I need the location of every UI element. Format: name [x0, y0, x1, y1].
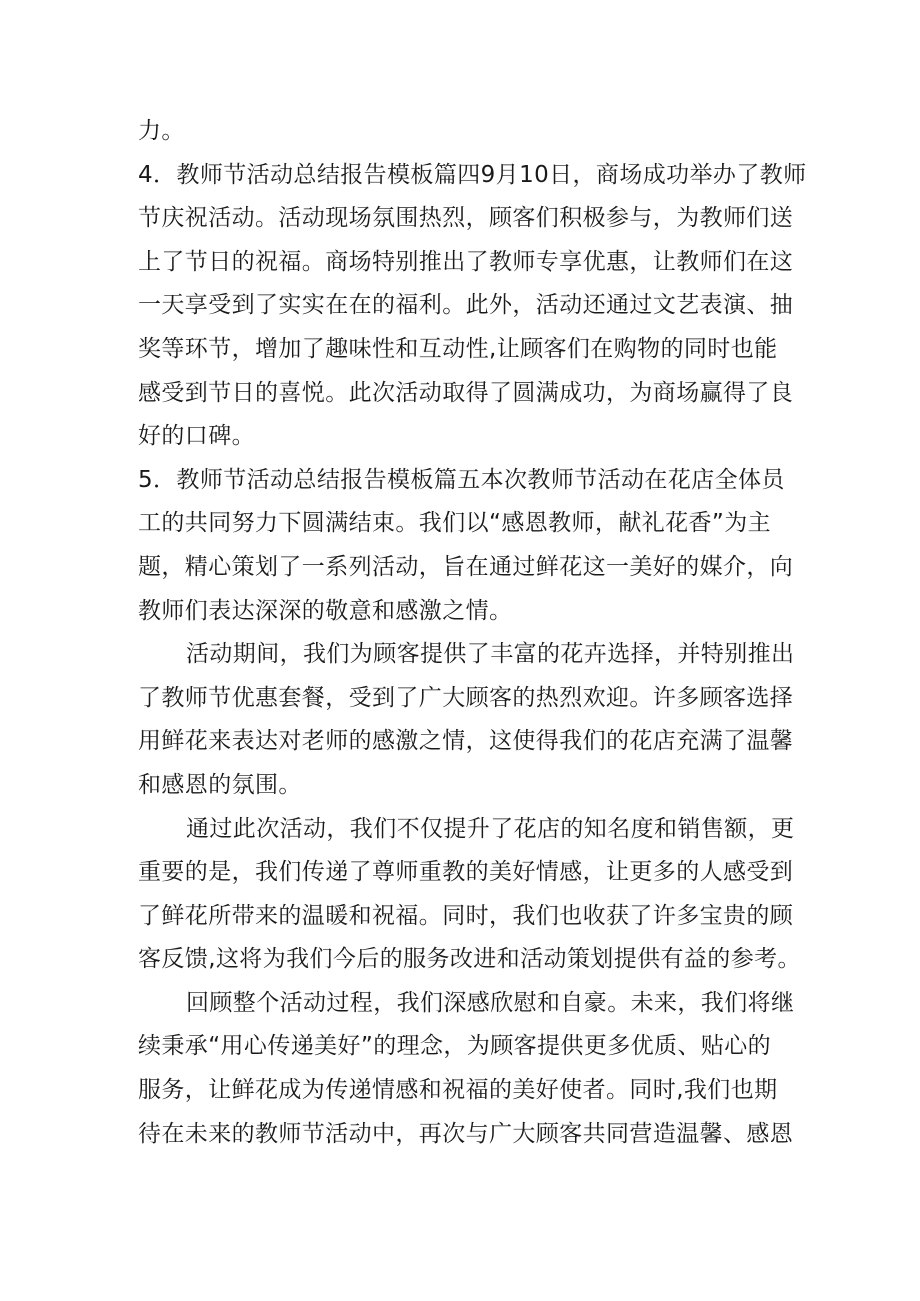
text-line: 题，精心策划了一系列活动，旨在通过鲜花这一美好的媒介，向 — [138, 553, 794, 580]
text-line: 感受到节日的喜悦。此次活动取得了圆满成功，为商场赢得了良 — [138, 379, 794, 406]
text-line: 工的共同努力下圆满结束。我们以“感恩教师，献礼花香”为主 — [138, 510, 772, 537]
text-line: 节庆祝活动。活动现场氛围热烈，顾客们积极参与，为教师们送 — [138, 205, 794, 232]
text-line: 了鲜花所带来的温暖和祝福。同时，我们也收获了许多宝贵的顾 — [138, 902, 794, 929]
text-line: 续秉承“用心传递美好”的理念，为顾客提供更多优质、贴心的 — [138, 1033, 772, 1060]
section-5-heading-line: 5．教师节活动总结报告模板篇五本次教师节活动在花店全体员 — [138, 466, 785, 493]
text-line: 待在未来的教师节活动中，再次与广大顾客共同营造温馨、感恩 — [138, 1120, 794, 1147]
text-line: 好的口碑。 — [138, 423, 255, 450]
section-4-heading-line: 4．教师节活动总结报告模板篇四9月10日，商场成功举办了教师 — [138, 161, 807, 188]
text-line: 客反馈,这将为我们今后的服务改进和活动策划提供有益的参考。 — [138, 946, 801, 973]
paragraph-start-line: 回顾整个活动过程，我们深感欣慰和自豪。未来，我们将继 — [186, 989, 795, 1016]
text-line: 了教师节优惠套餐，受到了广大顾客的热烈欢迎。许多顾客选择 — [138, 684, 794, 711]
text-line-continuation: 力。 — [138, 118, 185, 144]
paragraph-start-line: 活动期间，我们为顾客提供了丰富的花卉选择，并特别推出 — [186, 641, 795, 668]
text-line: 重要的是，我们传递了尊师重教的美好情感，让更多的人感受到 — [138, 859, 794, 886]
text-line: 奖等环节，增加了趣味性和互动性,让顾客们在购物的同时也能 — [138, 335, 778, 362]
text-line: 教师们表达深深的敬意和感激之情。 — [138, 597, 513, 624]
text-line: 和感恩的氛围。 — [138, 771, 302, 798]
paragraph-start-line: 通过此次活动，我们不仅提升了花店的知名度和销售额，更 — [186, 815, 795, 842]
text-line: 一天享受到了实实在在的福利。此外，活动还通过文艺表演、抽 — [138, 292, 794, 319]
text-line: 用鲜花来表达对老师的感激之情，这使得我们的花店充满了温馨 — [138, 728, 794, 755]
text-line: 上了节日的祝福。商场特别推出了教师专享优惠，让教师们在这 — [138, 248, 794, 275]
text-line: 服务，让鲜花成为传递情感和祝福的美好使者。同时,我们也期 — [138, 1077, 778, 1104]
document-body — [138, 110, 807, 1156]
